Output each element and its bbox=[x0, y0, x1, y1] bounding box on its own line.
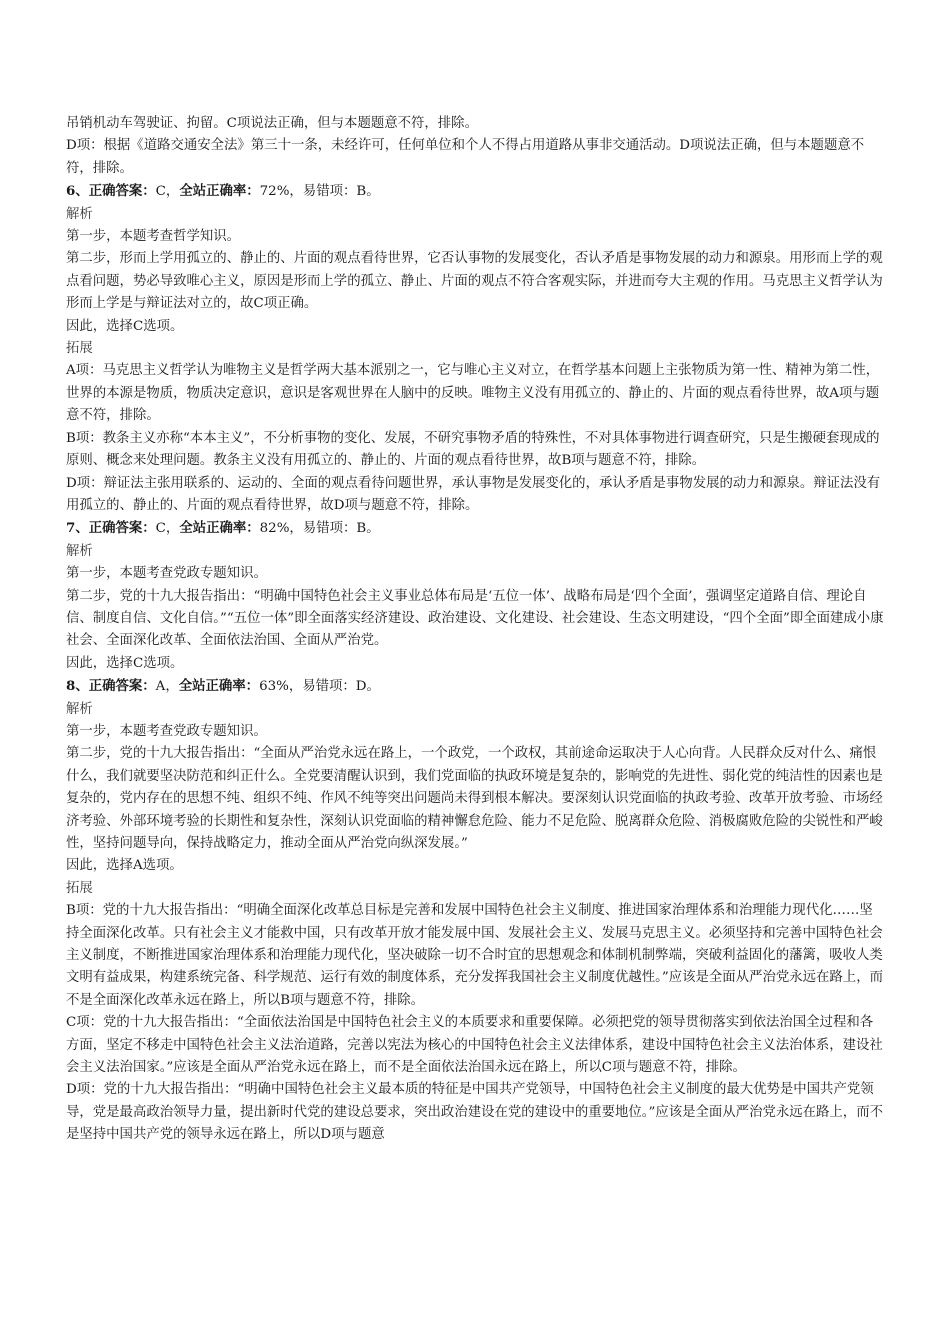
answer-label: 6、正确答案： bbox=[66, 183, 156, 200]
rate-value: 82%，易错项：B。 bbox=[259, 521, 380, 537]
paragraph: D项：党的十九大报告指出：“明确中国特色社会主义最本质的特征是中国共产党领导，中国特色社会主义制度的最大优势是中国共产党领导，党是最高政治领导力量，提出新时代党的建设总要求，突出政治建设在党的建设中的重要地位。”应该是全面从严治党永远在路上，而不是坚持中国共产党的领导永远在路上，所以D项与题意 bbox=[66, 1082, 883, 1143]
paragraph: 因此，选择C选项。 bbox=[66, 655, 184, 671]
paragraph: D项：辩证法主张用联系的、运动的、全面的观点看待问题世界，承认事物是发展变化的，承认矛盾是事物发展的动力和源泉。辩证法没有用孤立的、静止的、片面的观点看待世界，故D项与题意不符，排除。 bbox=[66, 475, 881, 513]
paragraph: A项：马克思主义哲学认为唯物主义是哲学两大基本派别之一，它与唯心主义对立，在哲学基本问题上主张物质为第一性、精神为第二性，世界的本源是物质，物质决定意识，意识是客观世界在人脑中的反映。唯物主义没有用孤立的、静止的、片面的观点看待世界，故A项与题意不符，排除。 bbox=[66, 363, 880, 424]
rate-label: 全站正确率： bbox=[179, 520, 260, 537]
rate-label: 全站正确率： bbox=[179, 183, 260, 200]
answer-line-q6 bbox=[66, 180, 886, 203]
paragraph: 第二步，党的十九大报告指出：“明确中国特色社会主义事业总体布局是‘五位一体’、战略布局是‘四个全面’，强调坚定道路自信、理论自信、制度自信、文化自信。”“五位一体”即全面落实经济建设、政治建设、文化建设、社会建设、生态文明建设，“四个全面”即全面建成小康社会、全面深化改革、全面依法治国、全面从严治党。 bbox=[66, 588, 884, 649]
answer-value: C， bbox=[155, 184, 180, 200]
paragraph: 第二步，形而上学用孤立的、静止的、片面的观点看待世界，它否认事物的发展变化，否认矛盾是事物发展的动力和源泉。用形而上学的观点看问题，势必导致唯心主义，原因是形而上学的孤立、静止、片面的观点不符合客观实际，并进而夸大主观的作用。马克思主义哲学认为形而上学是与辩证法对立的，故C项正确。 bbox=[66, 251, 883, 312]
section-label-extension: 拓展 bbox=[66, 880, 93, 896]
paragraph: B项：教条主义亦称“本本主义”，不分析事物的变化、发展，不研究事物矛盾的特殊性，不对具体事物进行调查研究，只是生搬硬套现成的原则、概念来处理问题。教条主义没有用孤立的、静止的、片面的观点看待世界，故B项与题意不符，排除。 bbox=[66, 430, 880, 469]
section-label-analysis: 解析 bbox=[66, 543, 93, 559]
answer-value: A， bbox=[155, 679, 179, 695]
document-body bbox=[66, 113, 886, 1147]
rate-value: 63%，易错项：D。 bbox=[259, 679, 380, 695]
answer-line-q8 bbox=[66, 675, 886, 698]
answer-value: C， bbox=[155, 521, 180, 537]
section-label-analysis: 解析 bbox=[66, 701, 93, 717]
paragraph: 第二步，党的十九大报告指出：“全面从严治党永远在路上，一个政党，一个政权，其前途命运取决于人心向背。人民群众反对什么、痛恨什么，我们就要坚决防范和纠正什么。全党要清醒认识到，我们党面临的执政环境是复杂的，影响党的先进性、弱化党的纯洁性的因素也是复杂的，党内存在的思想不纯、组织不纯、作风不纯等突出问题尚未得到根本解决。要深刻认识党面临的执政考验、改革开放考验、市场经济考验、外部环境考验的长期性和复杂性，深刻认识党面临的精神懈怠危险、能力不足危险、脱离群众危险、消极腐败危险的尖锐性和严峻性，坚持问题导向，保持战略定力，推动全面从严治党向纵深发展。” bbox=[66, 746, 883, 851]
paragraph: 因此，选择C选项。 bbox=[66, 318, 184, 334]
paragraph: 第一步，本题考查党政专题知识。 bbox=[66, 566, 267, 582]
rate-label: 全站正确率： bbox=[178, 678, 260, 695]
paragraph: 第一步，本题考查哲学知识。 bbox=[66, 229, 241, 245]
paragraph: D项：根据《道路交通安全法》第三十一条，未经许可，任何单位和个人不得占用道路从事非交通活动。D项说法正确，但与本题题意不符，排除。 bbox=[66, 138, 865, 176]
paragraph: 吊销机动车驾驶证、拘留。C项说法正确，但与本题题意不符，排除。 bbox=[66, 116, 478, 131]
paragraph: C项：党的十九大报告指出：“全面依法治国是中国特色社会主义的本质要求和重要保障。必须把党的领导贯彻落实到依法治国全过程和各方面，坚定不移走中国特色社会主义法治道路，完善以宪法为核心的中国特色社会主义法律体系，建设中国特色社会主义法治体系，建设社会主义法治国家。”应该是全面从严治党永远在路上，而不是全面依法治国永远在路上，所以C项与题意不符，排除。 bbox=[66, 1015, 883, 1076]
answer-label: 8、正确答案： bbox=[66, 678, 156, 695]
paragraph: B项：党的十九大报告指出：“明确全面深化改革总目标是完善和发展中国特色社会主义制度、推进国家治理体系和治理能力现代化……坚持全面深化改革。只有社会主义才能救中国，只有改革开放才能发展中国、发展社会主义、发展马克思主义。必须坚持和完善中国特色社会主义制度，不断推进国家治理体系和治理能力现代化，坚决破除一切不合时宜的思想观念和体制机制弊端，突破利益固化的藩篱，吸收人类文明有益成果，构建系统完备、科学规范、运行有效的制度体系，充分发挥我国社会主义制度优越性。”应该是全面从严治党永远在路上，而不是全面深化改革永远在路上，所以B项与题意不符，排除。 bbox=[66, 903, 883, 1008]
rate-value: 72%，易错项：B。 bbox=[259, 184, 380, 200]
answer-label: 7、正确答案： bbox=[66, 520, 156, 537]
section-label-analysis: 解析 bbox=[66, 206, 93, 222]
paragraph: 第一步，本题考查党政专题知识。 bbox=[66, 723, 267, 739]
section-label-extension: 拓展 bbox=[66, 341, 93, 357]
answer-line-q7 bbox=[66, 517, 886, 540]
paragraph: 因此，选择A选项。 bbox=[66, 858, 183, 874]
